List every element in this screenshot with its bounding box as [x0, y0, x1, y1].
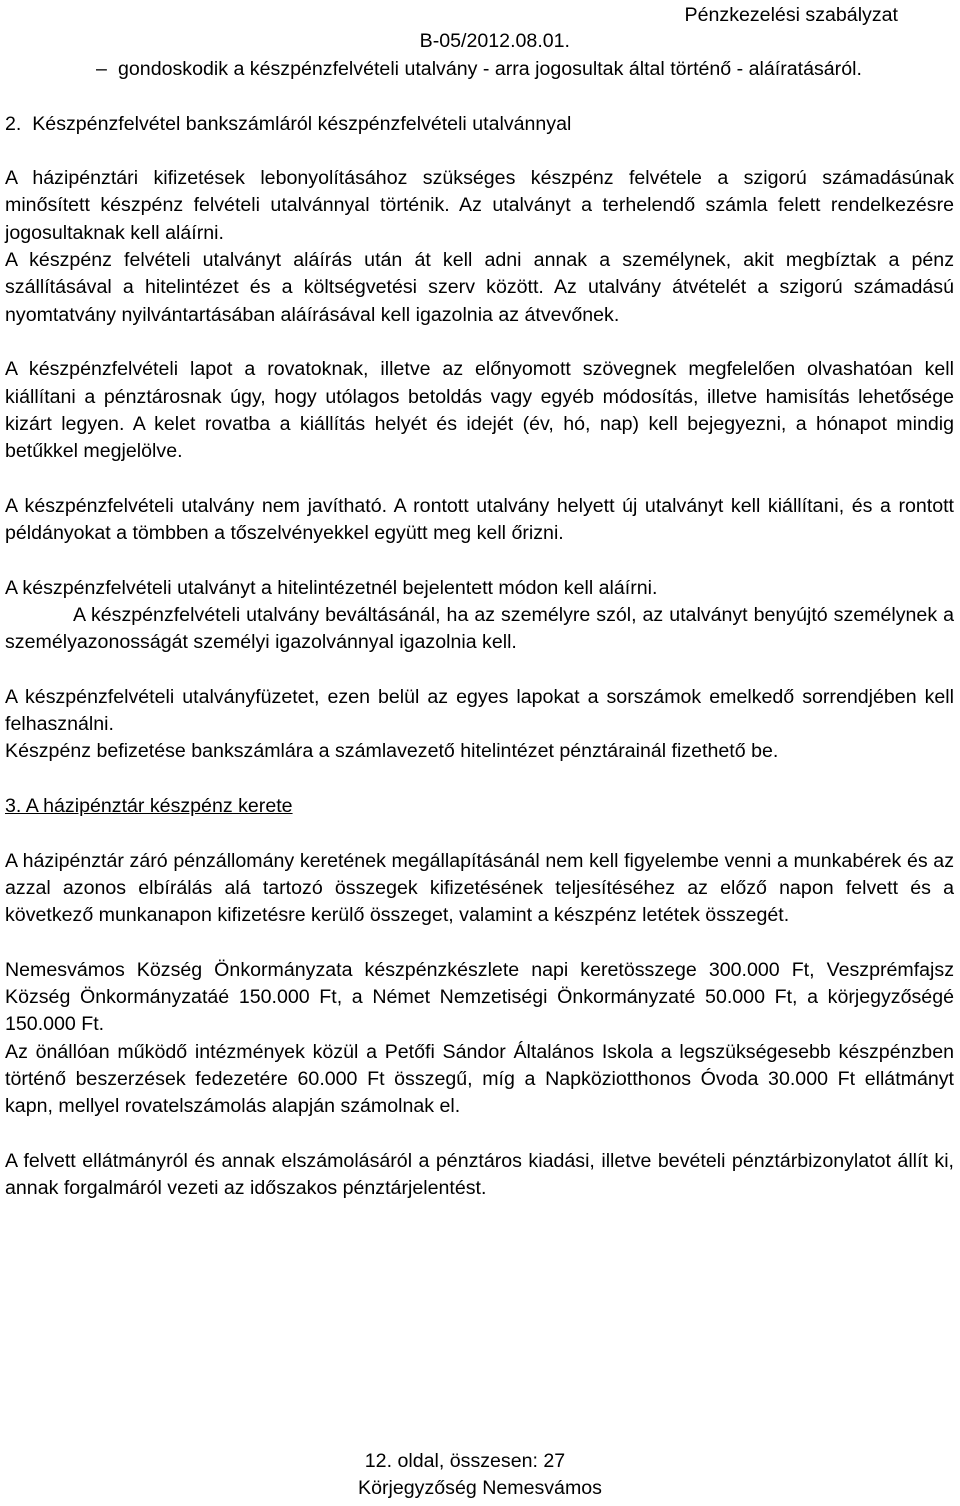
header-code: B-05/2012.08.01.	[419, 30, 570, 52]
page-header	[0, 2, 960, 54]
section-3-paragraph-1: A házipénztár záró pénzállomány keretének megállapításánál nem kell figyelembe venni a munkabérek és az azzal azonos elbírálás alá tartozó összegek kifizetésének teljesítéséhez az előző napon felvett és a következő munkanapon kifizetésre kerülő összeget, valamint a készpénz letétek összegét.	[5, 849, 954, 927]
section-2-heading: 2. Készpénzfelvétel bankszámláról készpénzfelvételi utalvánnyal	[5, 112, 572, 135]
dash-list-item	[96, 56, 954, 83]
footer-organization: Körjegyzőség Nemesvámos	[358, 1477, 602, 1499]
section-2-paragraph-4: A készpénzfelvételi utalvány nem javítható. A rontott utalvány helyett új utalványt kell kiállítani, és a rontott példányokat a tömbben a tőszelvényekkel együtt meg kell őrizni.	[5, 494, 954, 545]
section-2-paragraph-7: A készpénzfelvételi utalványfüzetet, ezen belül az egyes lapokat a sorszámok emelkedő sorrendjében kell felhasználni.	[5, 685, 954, 736]
dash-item-text: gondoskodik a készpénzfelvételi utalvány - arra jogosultak által történő - aláíratásáról.	[118, 58, 862, 80]
section-2-paragraph-3: A készpénzfelvételi lapot a rovatoknak, illetve az előnyomott szövegnek megfelelően olvashatóan kell kiállítani a pénztárosnak úgy, hogy utólagos betoldás vagy egyéb módosítás, illetve hamisítás lehetősége kizárt legyen. A kelet rovatba a kiállítás helyét és idejét (év, hó, nap) kell bejegyezni, a hónapot mindig betűkkel megjelölve.	[5, 358, 954, 463]
page-footer	[0, 1448, 960, 1502]
section-2-paragraph-5: A készpénzfelvételi utalványt a hitelintézetnél bejelentett módon kell aláírni.	[5, 576, 658, 599]
dash-bullet: –	[96, 58, 107, 80]
section-3-paragraph-4: A felvett ellátmányról és annak elszámolásáról a pénztáros kiadási, illetve bevételi pénztárbizonylatot állít ki, annak forgalmáról vezeti az időszakos pénztárjelentést.	[5, 1149, 954, 1200]
section-2-paragraph-1: A házipénztári kifizetések lebonyolításához szükséges készpénz felvétele a szigorú számadásúnak minősített készpénz felvételi utalvánnyal történik. Az utalványt a terhelendő számla felett rendelkezésre jogosultaknak kell aláírni.	[5, 167, 954, 244]
document-body	[5, 56, 954, 1202]
section-2-paragraph-8: Készpénz befizetése bankszámlára a számlavezető hitelintézet pénztárainál fizethető be.	[5, 740, 779, 763]
section-3-heading: 3. A házipénztár készpénz kerete	[5, 795, 293, 818]
section-2-paragraph-6: A készpénzfelvételi utalvány beváltásánál, ha az személyre szól, az utalványt benyújtó személynek a személyazonosságát személyi igazolvánnyal igazolnia kell.	[5, 603, 954, 654]
section-3-paragraph-3: Az önállóan működő intézmények közül a Petőfi Sándor Általános Iskola a legszükségesebb készpénzben történő beszerzések fedezetére 60.000 Ft összegű, míg a Napköziotthonos Óvoda 30.000 Ft ellátmányt kapn, mellyel rovatelszámolás alapján számolnak el.	[5, 1040, 954, 1118]
footer-page-number: 12. oldal, összesen: 27	[364, 1450, 566, 1472]
section-3-paragraph-2: Nemesvámos Község Önkormányzata készpénzkészlete napi keretösszege 300.000 Ft, Veszprémfajsz Község Önkormányzatáé 150.000 Ft, a Német Nemzetiségi Önkormányzaté 50.000 Ft, a körjegyzőségé 150.000 Ft.	[5, 958, 954, 1036]
header-title: Pénzkezelési szabályzat	[684, 4, 898, 26]
section-2-paragraph-2: A készpénz felvételi utalványt aláírás után át kell adni annak a személynek, akit megbíztak a pénz szállításával a hitelintézet és a költségvetési szerv között. Az utalvány átvételét a szigorú számadású nyomtatvány nyilvántartásában aláírásával kell igazolnia az átvevőnek.	[5, 249, 954, 326]
